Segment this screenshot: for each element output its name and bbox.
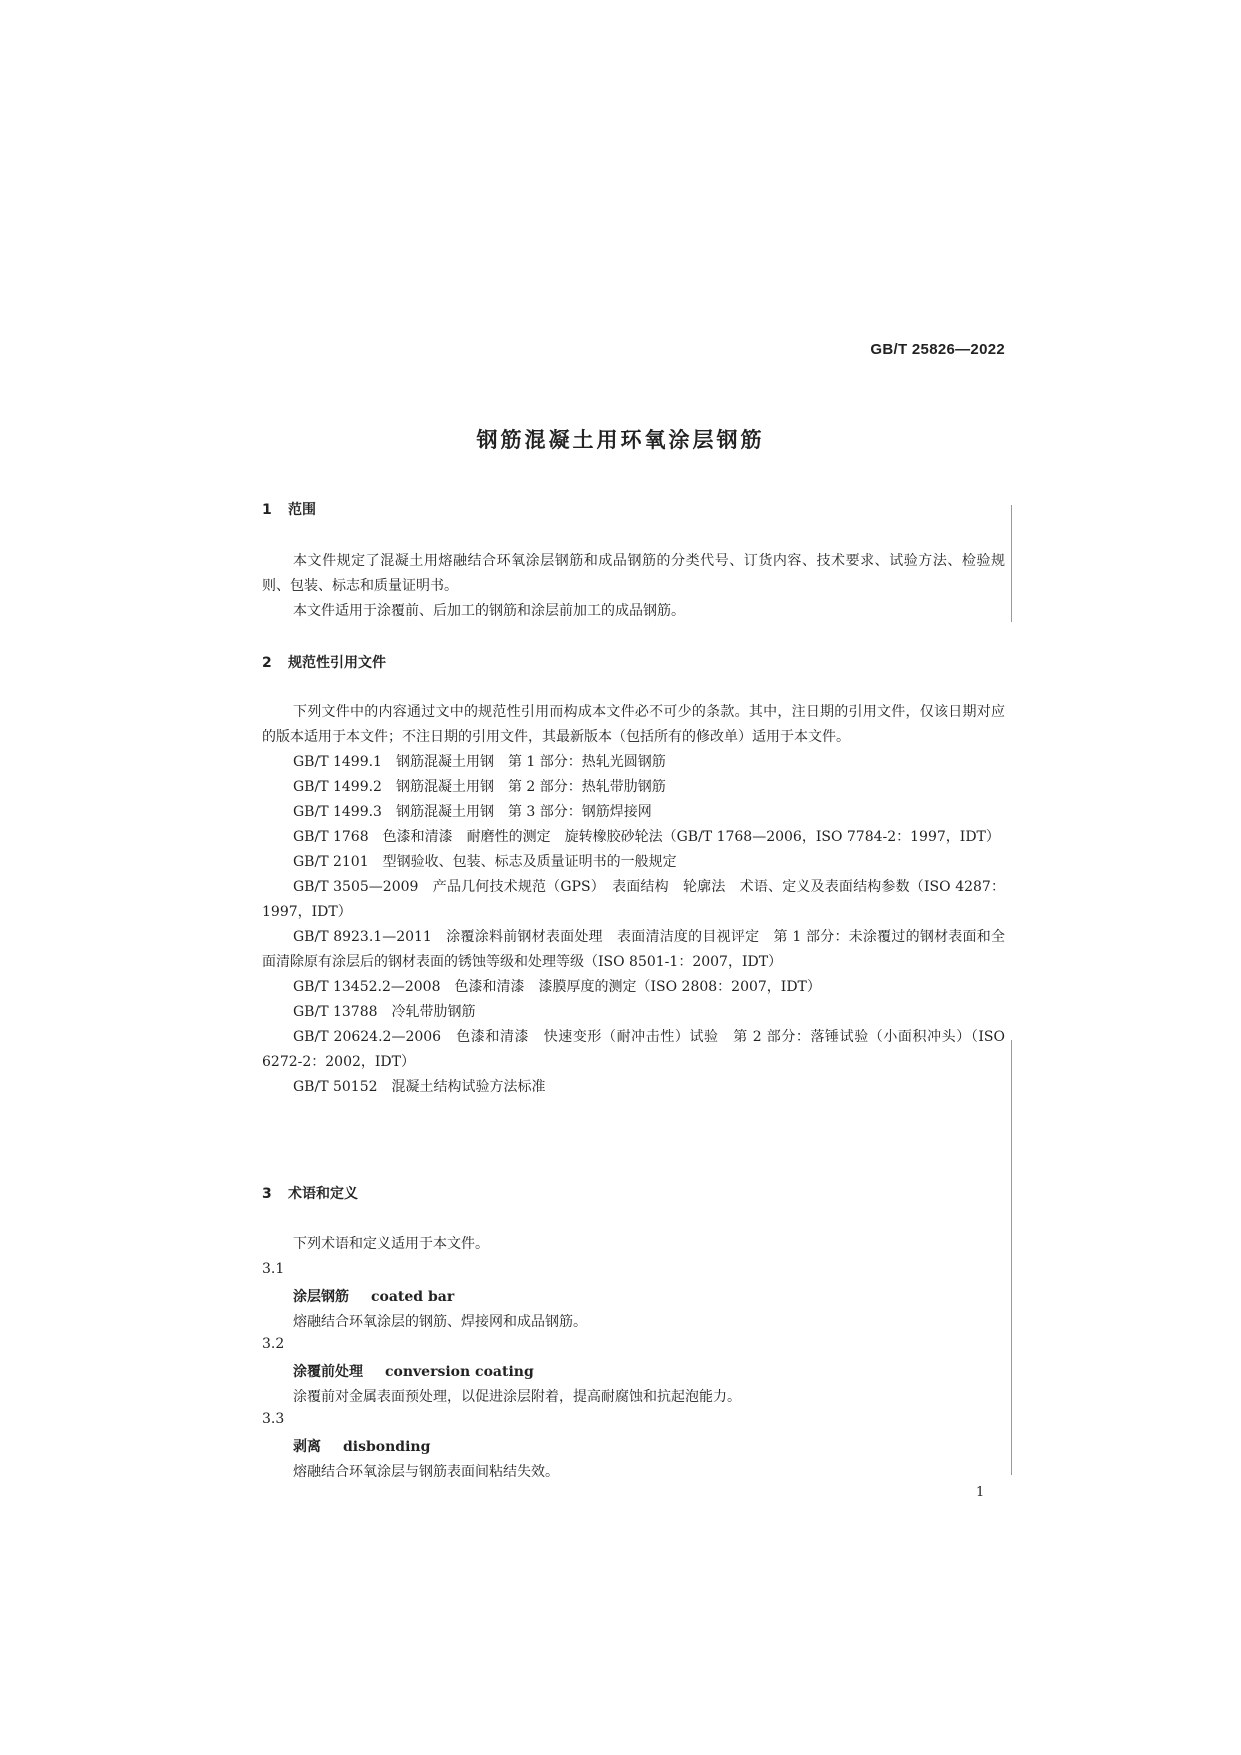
term-en: coated bar xyxy=(371,1289,455,1305)
section-title: 术语和定义 xyxy=(288,1186,358,1202)
paragraph: 本文件规定了混凝土用熔融结合环氧涂层钢筋和成品钢筋的分类代号、订货内容、技术要求、试验方法、检验规则、包装、标志和质量证明书。 xyxy=(262,553,1005,594)
margin-line-2 xyxy=(1011,1040,1012,1475)
term-definition: 熔融结合环氧涂层与钢筋表面间粘结失效。 xyxy=(293,1464,559,1480)
section-title: 规范性引用文件 xyxy=(288,655,386,671)
document-title: 钢筋混凝土用环氧涂层钢筋 xyxy=(476,428,765,452)
term-number: 3.3 xyxy=(262,1411,285,1427)
section-2-heading xyxy=(262,652,386,672)
section-title: 范围 xyxy=(288,502,316,518)
reference-item: GB/T 1768 色漆和清漆 耐磨性的测定 旋转橡胶砂轮法（GB/T 1768—2006，ISO 7784-2：1997，IDT） xyxy=(293,829,1000,845)
term-zh: 涂层钢筋 xyxy=(293,1289,349,1305)
section-2-body xyxy=(262,700,1005,1100)
paragraph: 下列文件中的内容通过文中的规范性引用而构成本文件必不可少的条款。其中，注日期的引用文件，仅该日期对应的版本适用于本文件；不注日期的引用文件，其最新版本（包括所有的修改单）适用于本文件。 xyxy=(262,704,1005,745)
section-number: 1 xyxy=(262,502,272,518)
term-heading xyxy=(293,1286,454,1306)
term-zh: 涂覆前处理 xyxy=(293,1364,363,1380)
term-heading xyxy=(293,1361,534,1381)
margin-line-1 xyxy=(1011,505,1012,622)
section-1-heading xyxy=(262,499,316,519)
term-number: 3.1 xyxy=(262,1261,285,1277)
term-heading xyxy=(293,1436,430,1456)
reference-item: GB/T 13788 冷轧带肋钢筋 xyxy=(293,1004,476,1020)
reference-item: GB/T 3505—2009 产品几何技术规范（GPS） 表面结构 轮廓法 术语、定义及表面结构参数（ISO 4287：1997，IDT） xyxy=(262,879,1005,920)
page-number: 1 xyxy=(976,1485,985,1500)
section-number: 2 xyxy=(262,655,272,671)
reference-item: GB/T 13452.2—2008 色漆和清漆 漆膜厚度的测定（ISO 2808：2007，IDT） xyxy=(293,979,821,995)
section-3-heading xyxy=(262,1183,358,1203)
standard-code: GB/T 25826—2022 xyxy=(870,341,1005,358)
reference-item: GB/T 1499.2 钢筋混凝土用钢 第 2 部分：热轧带肋钢筋 xyxy=(293,779,666,795)
term-number: 3.2 xyxy=(262,1336,285,1352)
term-en: conversion coating xyxy=(385,1364,534,1380)
section-number: 3 xyxy=(262,1186,272,1202)
paragraph: 本文件适用于涂覆前、后加工的钢筋和涂层前加工的成品钢筋。 xyxy=(293,603,685,619)
section-1-body xyxy=(262,549,1005,624)
section-3-intro xyxy=(262,1232,1005,1257)
reference-item: GB/T 1499.3 钢筋混凝土用钢 第 3 部分：钢筋焊接网 xyxy=(293,804,652,820)
term-en: disbonding xyxy=(343,1439,431,1455)
term-zh: 剥离 xyxy=(293,1439,321,1455)
term-definition: 熔融结合环氧涂层的钢筋、焊接网和成品钢筋。 xyxy=(293,1314,587,1330)
reference-item: GB/T 1499.1 钢筋混凝土用钢 第 1 部分：热轧光圆钢筋 xyxy=(293,754,666,770)
reference-item: GB/T 50152 混凝土结构试验方法标准 xyxy=(293,1079,546,1095)
reference-item: GB/T 8923.1—2011 涂覆涂料前钢材表面处理 表面清洁度的目视评定 第 1 部分：未涂覆过的钢材表面和全面清除原有涂层后的钢材表面的锈蚀等级和处理等级（ISO 8501-1：2007，IDT） xyxy=(262,929,1005,970)
term-definition: 涂覆前对金属表面预处理，以促进涂层附着，提高耐腐蚀和抗起泡能力。 xyxy=(293,1389,741,1405)
reference-item: GB/T 2101 型钢验收、包装、标志及质量证明书的一般规定 xyxy=(293,854,677,870)
paragraph: 下列术语和定义适用于本文件。 xyxy=(293,1236,489,1252)
reference-item: GB/T 20624.2—2006 色漆和清漆 快速变形（耐冲击性）试验 第 2 部分：落锤试验（小面积冲头）（ISO 6272-2：2002，IDT） xyxy=(262,1029,1005,1070)
